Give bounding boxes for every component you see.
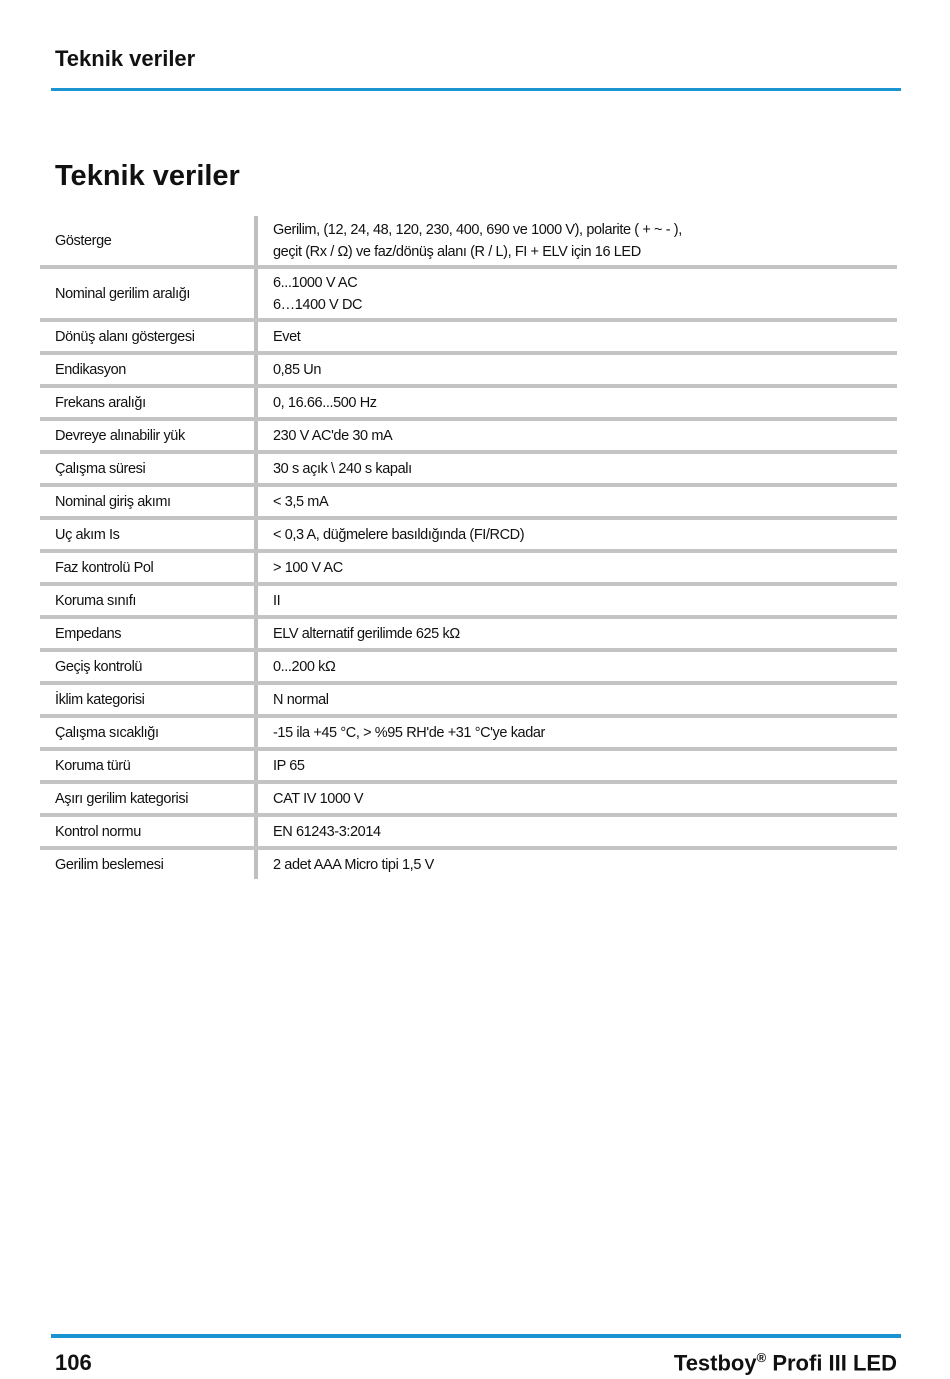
- spec-value: [256, 848, 897, 879]
- spec-label: Kontrol normu: [40, 815, 256, 848]
- spec-label: Koruma sınıfı: [40, 584, 256, 617]
- table-row: [40, 848, 897, 879]
- spec-value: [256, 617, 897, 650]
- footer-divider: [51, 1334, 901, 1338]
- spec-label: Çalışma sıcaklığı: [40, 716, 256, 749]
- table-row: [40, 267, 897, 320]
- table-row: [40, 518, 897, 551]
- spec-value-line: -15 ila +45 °C, > %95 RH'de +31 °C'ye kadar: [273, 724, 545, 741]
- spec-value-line: 30 s açık \ 240 s kapalı: [273, 460, 412, 477]
- product-model: Profi III LED: [766, 1350, 897, 1376]
- registered-mark: ®: [756, 1350, 767, 1365]
- spec-value-line: CAT IV 1000 V: [273, 790, 364, 807]
- spec-label: Nominal gerilim aralığı: [40, 267, 256, 320]
- table-row: [40, 386, 897, 419]
- table-row: [40, 320, 897, 353]
- spec-value-line: 2 adet AAA Micro tipi 1,5 V: [273, 856, 434, 873]
- spec-label: Devreye alınabilir yük: [40, 419, 256, 452]
- spec-label: Uç akım Is: [40, 518, 256, 551]
- spec-value: [256, 353, 897, 386]
- spec-value: [256, 584, 897, 617]
- spec-label: Aşırı gerilim kategorisi: [40, 782, 256, 815]
- table-row: [40, 716, 897, 749]
- table-row: [40, 749, 897, 782]
- spec-value-line: Evet: [273, 328, 301, 345]
- spec-value-line: geçit (Rx / Ω) ve faz/dönüş alanı (R / L), FI + ELV için 16 LED: [273, 243, 641, 260]
- product-brand: Testboy: [673, 1350, 757, 1376]
- spec-value-line: 6...1000 V AC: [273, 274, 358, 291]
- spec-value-line: 0,85 Un: [273, 361, 321, 378]
- spec-value-line: > 100 V AC: [273, 559, 343, 576]
- spec-value: [256, 650, 897, 683]
- spec-label: Nominal giriş akımı: [40, 485, 256, 518]
- spec-label: Geçiş kontrolü: [40, 650, 256, 683]
- spec-value: [256, 551, 897, 584]
- product-name: [674, 1350, 897, 1376]
- header-divider: [51, 88, 901, 91]
- table-row: [40, 815, 897, 848]
- spec-label: Faz kontrolü Pol: [40, 551, 256, 584]
- spec-value: [256, 485, 897, 518]
- table-row: [40, 551, 897, 584]
- running-header-title: Teknik veriler: [55, 46, 196, 71]
- spec-value-line: EN 61243-3:2014: [273, 823, 381, 840]
- spec-label: Gösterge: [40, 216, 256, 267]
- spec-label: Frekans aralığı: [40, 386, 256, 419]
- spec-value-line: 0...200 kΩ: [273, 658, 336, 675]
- spec-value: [256, 386, 897, 419]
- spec-value-line: ELV alternatif gerilimde 625 kΩ: [273, 625, 460, 642]
- spec-value: [256, 782, 897, 815]
- spec-value-line: 230 V AC'de 30 mA: [273, 427, 393, 444]
- spec-label: Dönüş alanı göstergesi: [40, 320, 256, 353]
- table-row: [40, 419, 897, 452]
- page-number: 106: [55, 1350, 92, 1375]
- technical-data-table: [40, 216, 897, 879]
- table-row: [40, 485, 897, 518]
- spec-label: Gerilim beslemesi: [40, 848, 256, 879]
- spec-label: İklim kategorisi: [40, 683, 256, 716]
- spec-label: Çalışma süresi: [40, 452, 256, 485]
- spec-value: [256, 518, 897, 551]
- spec-value-line: Gerilim, (12, 24, 48, 120, 230, 400, 690 ve 1000 V), polarite ( + ~ - ),: [273, 221, 682, 238]
- spec-value: [256, 267, 897, 320]
- table-row: [40, 617, 897, 650]
- spec-value-line: N normal: [273, 691, 329, 708]
- spec-value: [256, 749, 897, 782]
- page-title: Teknik veriler: [55, 160, 240, 192]
- spec-value-line: 0, 16.66...500 Hz: [273, 394, 377, 411]
- spec-value: [256, 815, 897, 848]
- spec-label: Empedans: [40, 617, 256, 650]
- spec-value: [256, 216, 897, 267]
- spec-value-line: < 3,5 mA: [273, 493, 329, 510]
- spec-value-line: II: [273, 592, 281, 609]
- spec-label: Endikasyon: [40, 353, 256, 386]
- table-row: [40, 782, 897, 815]
- spec-value: [256, 716, 897, 749]
- table-row: [40, 584, 897, 617]
- spec-value: [256, 683, 897, 716]
- spec-value-line: IP 65: [273, 757, 305, 774]
- spec-value-line: < 0,3 A, düğmelere basıldığında (FI/RCD): [273, 526, 525, 543]
- table-row: [40, 353, 897, 386]
- table-row: [40, 683, 897, 716]
- table-row: [40, 216, 897, 267]
- spec-label: Koruma türü: [40, 749, 256, 782]
- table-row: [40, 650, 897, 683]
- table-row: [40, 452, 897, 485]
- spec-value: [256, 320, 897, 353]
- spec-value: [256, 452, 897, 485]
- spec-value-line: 6…1400 V DC: [273, 296, 363, 313]
- spec-value: [256, 419, 897, 452]
